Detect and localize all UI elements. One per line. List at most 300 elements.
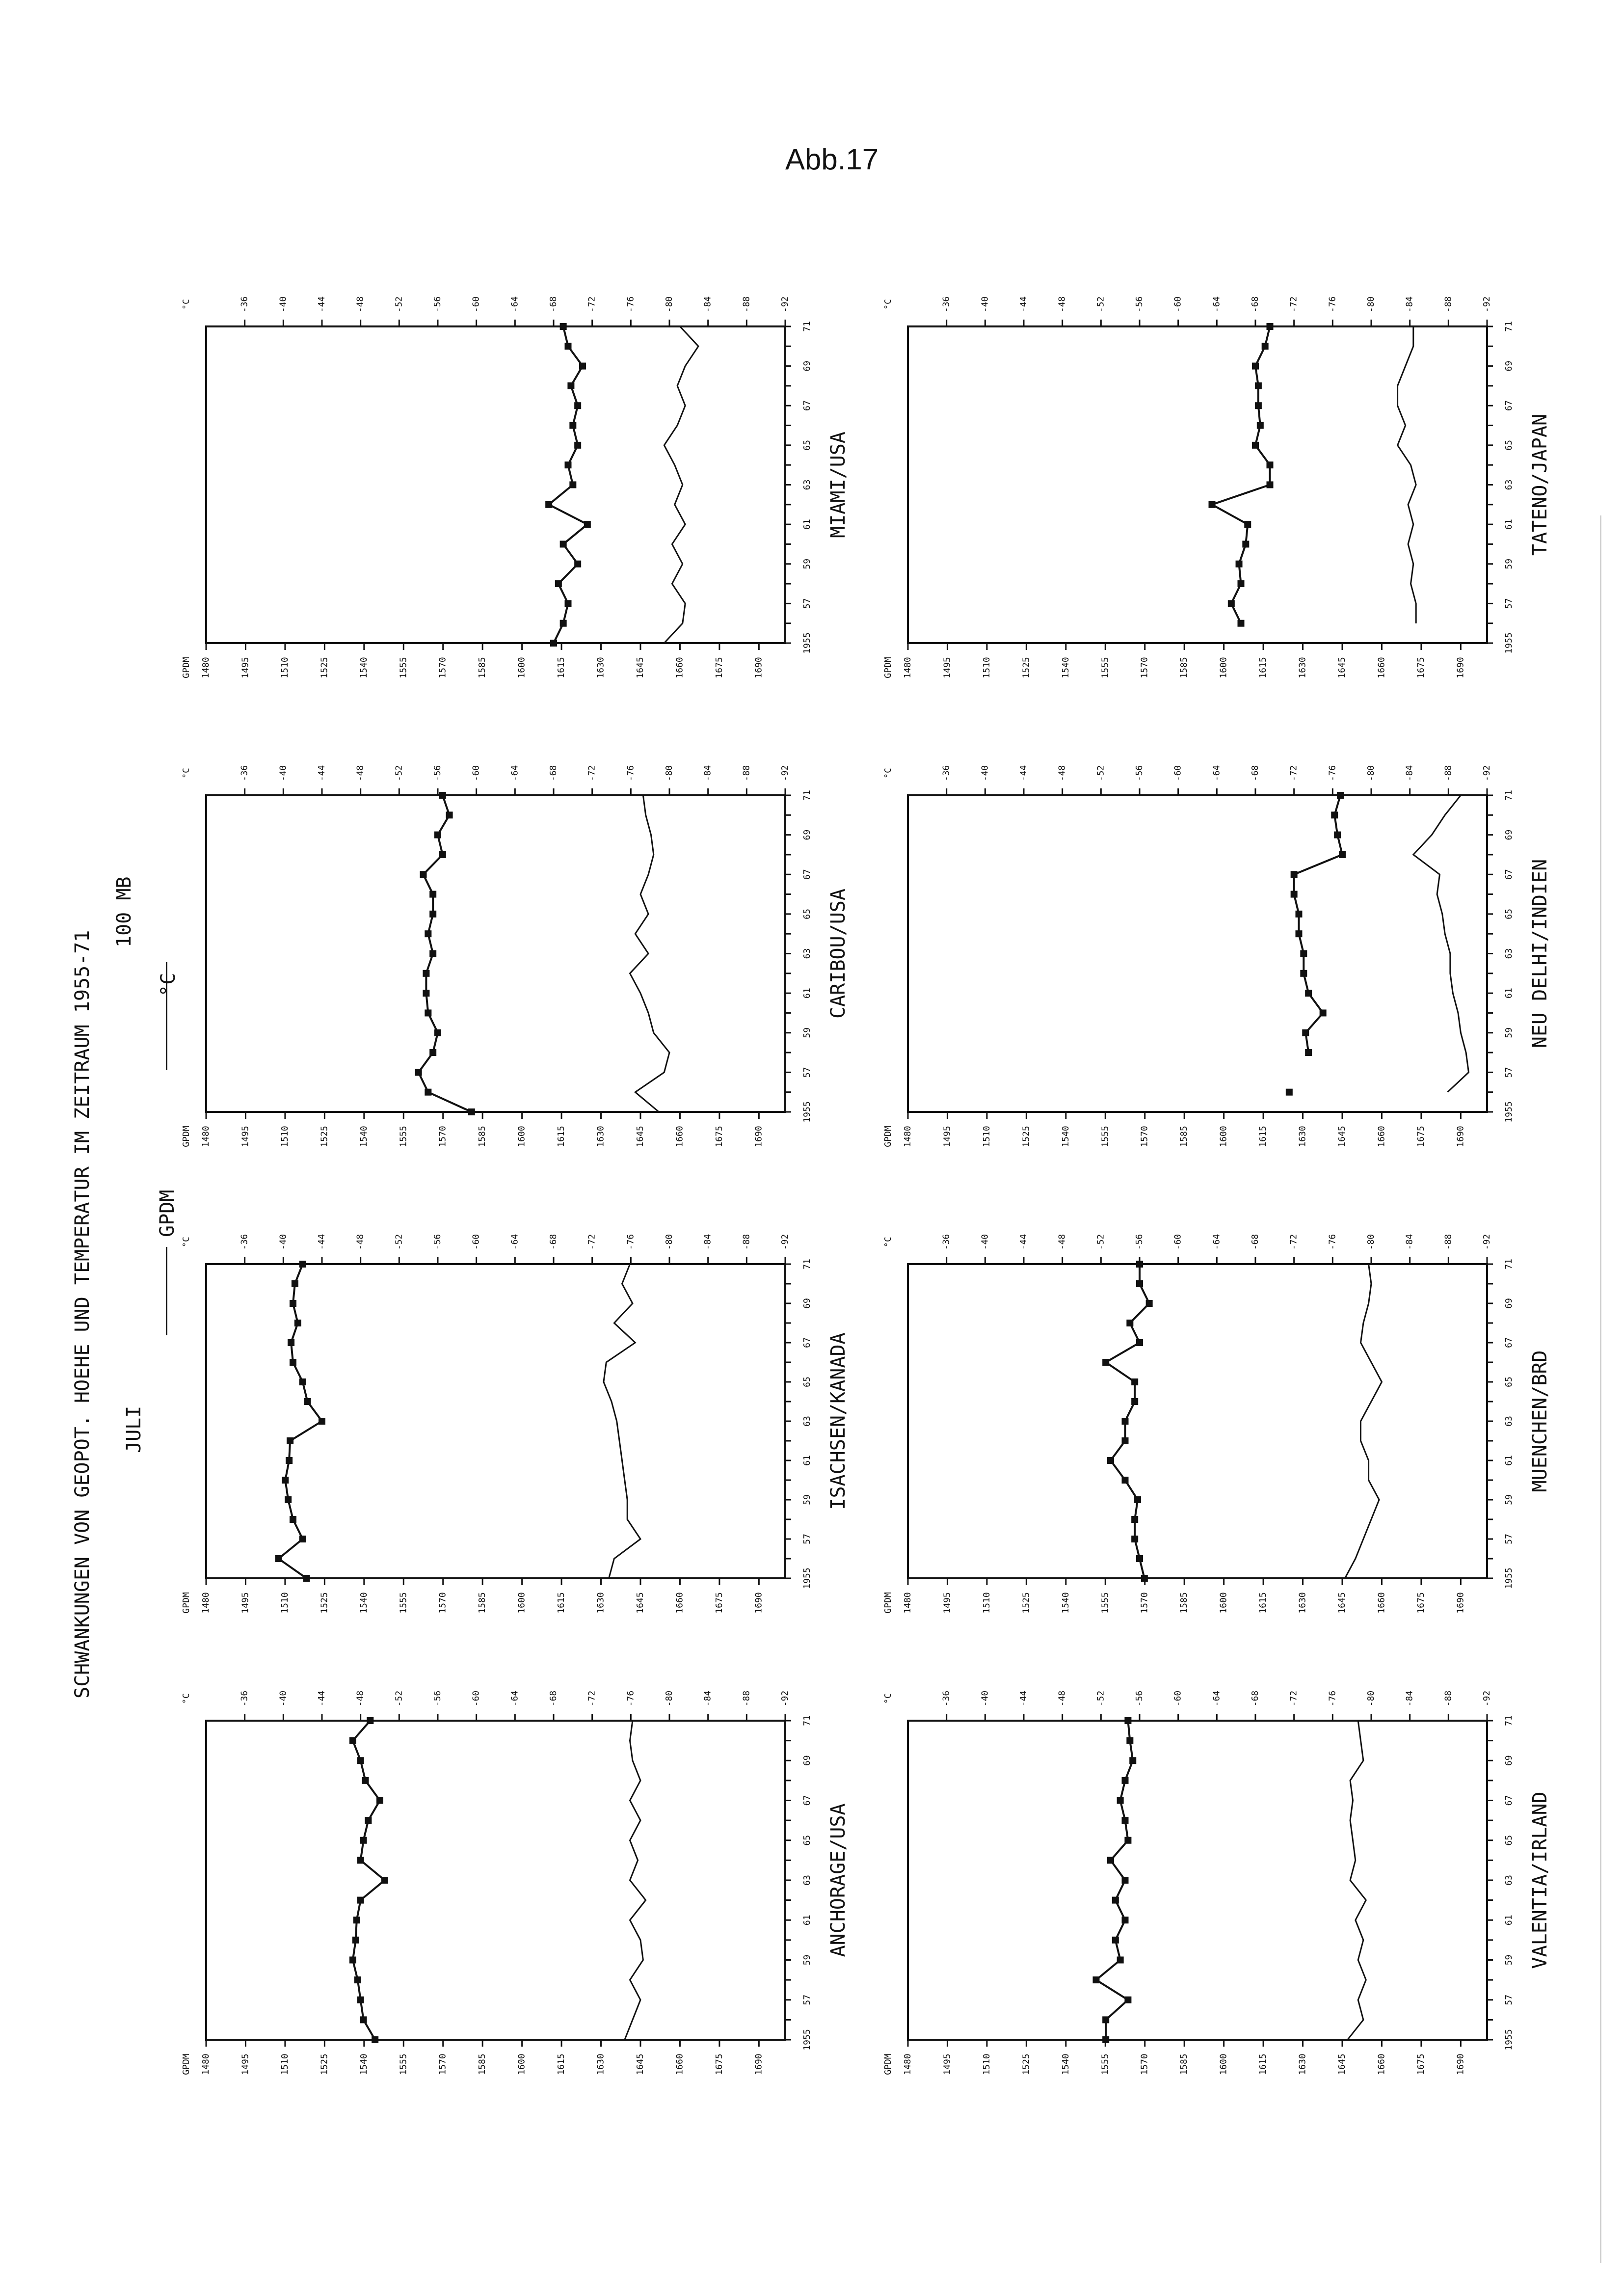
gpdm-tick-label: 1630 [1297, 657, 1308, 678]
temp-axis-label: °C [181, 768, 191, 779]
temperature-point [292, 1280, 298, 1287]
temperature-point [567, 382, 574, 389]
gpdm-axis-label: GPDM [883, 657, 893, 678]
gpdm-tick-label: 1615 [556, 1592, 567, 1614]
year-tick-label: 57 [802, 598, 812, 609]
gpdm-tick-label: 1495 [240, 1126, 251, 1147]
year-tick-label: 57 [802, 1994, 812, 2005]
temp-tick-label: -80 [1366, 765, 1376, 782]
temperature-point [275, 1555, 282, 1562]
gpdm-tick-label: 1660 [674, 657, 685, 678]
temp-axis-label: °C [883, 768, 893, 779]
temperature-point [1334, 832, 1341, 838]
year-tick-label: 67 [802, 869, 812, 880]
temperature-point [1107, 1457, 1114, 1464]
station-label: ANCHORAGE/USA [827, 1803, 850, 1957]
year-tick-label: 63 [1504, 1416, 1514, 1427]
gpdm-tick-label: 1690 [753, 1126, 764, 1147]
temperature-point [574, 561, 581, 567]
gpdm-tick-label: 1570 [437, 657, 448, 678]
year-tick-label: 59 [1504, 1027, 1514, 1038]
temperature-point [425, 1009, 431, 1016]
gpdm-tick-label: 1615 [1258, 657, 1269, 678]
gpdm-tick-label: 1675 [1415, 657, 1426, 678]
temperature-point [569, 422, 576, 429]
year-tick-label: 69 [1504, 829, 1514, 840]
temperature-point [1117, 1957, 1124, 1964]
year-tick-label: 65 [1504, 1377, 1514, 1387]
year-tick-label: 71 [1504, 1259, 1514, 1270]
temp-tick-label: -72 [1288, 1690, 1299, 1707]
station-label: NEU DELHI/INDIEN [1529, 859, 1551, 1049]
year-tick-label: 61 [1504, 1455, 1514, 1466]
year-tick-label: 59 [802, 1954, 812, 1966]
temperature-point [1305, 990, 1312, 997]
gpdm-tick-label: 1630 [595, 1592, 606, 1614]
temp-tick-label: -64 [509, 1690, 520, 1707]
temperature-point [555, 580, 562, 587]
gpdm-tick-label: 1585 [477, 2053, 488, 2075]
gpdm-tick-label: 1675 [714, 2053, 724, 2075]
temp-tick-label: -52 [1095, 296, 1106, 313]
temperature-point [1131, 1516, 1138, 1523]
temp-tick-label: -64 [509, 1234, 520, 1250]
gpdm-tick-label: 1600 [516, 2053, 527, 2075]
gpdm-tick-label: 1690 [1455, 1126, 1466, 1147]
gpdm-tick-label: 1555 [398, 2053, 409, 2075]
temp-tick-label: -84 [702, 1690, 713, 1707]
temperature-point [1291, 871, 1298, 878]
temp-tick-label: -80 [664, 1690, 674, 1707]
chart-panel-anchorage-usa [206, 1714, 791, 2047]
temp-tick-label: -56 [432, 765, 443, 782]
temp-tick-label: -84 [1404, 296, 1415, 313]
temp-tick-label: -48 [1057, 296, 1067, 313]
temperature-point [560, 323, 567, 330]
temperature-point [304, 1398, 311, 1405]
temperature-point [1129, 1757, 1136, 1764]
temp-tick-label: -44 [317, 1690, 327, 1707]
temperature-point [1112, 1897, 1119, 1904]
temperature-series-line [419, 795, 472, 1112]
temp-tick-label: -68 [1250, 765, 1260, 782]
gpdm-tick-label: 1675 [714, 1126, 724, 1147]
gpdm-tick-label: 1570 [1139, 657, 1150, 678]
chart-frame [908, 326, 1487, 643]
temp-tick-label: -76 [625, 1690, 636, 1707]
year-tick-label: 71 [802, 1715, 812, 1726]
temp-tick-label: -40 [980, 1690, 990, 1707]
temp-tick-label: -56 [1134, 765, 1144, 782]
temp-tick-label: -64 [1211, 765, 1222, 782]
gpdm-tick-label: 1660 [1376, 657, 1387, 678]
temp-tick-label: -60 [471, 1234, 481, 1250]
chart-panel-valentia-irland [908, 1714, 1493, 2047]
temp-tick-label: -92 [1482, 1234, 1492, 1250]
temperature-point [574, 402, 581, 409]
gpdm-series-line [1413, 795, 1469, 1092]
year-tick-label: 71 [802, 321, 812, 332]
temperature-point [362, 1777, 369, 1784]
temp-tick-label: -44 [1018, 296, 1029, 313]
temperature-point [468, 1108, 475, 1115]
figure-title: Abb.17 [785, 143, 879, 176]
year-tick-label: 69 [1504, 1298, 1514, 1309]
temp-tick-label: -56 [432, 296, 443, 313]
temp-tick-label: -68 [1250, 1234, 1260, 1250]
temperature-point [1236, 561, 1243, 567]
temp-tick-label: -80 [664, 296, 674, 313]
temperature-point [357, 1757, 364, 1764]
gpdm-tick-label: 1555 [1100, 657, 1111, 678]
temperature-point [1122, 1877, 1129, 1884]
year-tick-label: 69 [1504, 360, 1514, 372]
temperature-point [1093, 1976, 1100, 1983]
temp-tick-label: -48 [1057, 1690, 1067, 1707]
temp-tick-label: -36 [941, 296, 952, 313]
gpdm-tick-label: 1690 [753, 657, 764, 678]
temp-tick-label: -56 [432, 1234, 443, 1250]
temperature-point [550, 640, 557, 647]
temperature-point [1300, 970, 1307, 977]
temp-tick-label: -72 [1288, 765, 1299, 782]
chart-frame [206, 1264, 785, 1578]
year-tick-label: 71 [1504, 1715, 1514, 1726]
gpdm-tick-label: 1645 [635, 657, 645, 678]
year-tick-label: 69 [1504, 1755, 1514, 1766]
gpdm-tick-label: 1600 [516, 657, 527, 678]
temperature-point [1252, 363, 1259, 370]
year-tick-label: 67 [1504, 400, 1514, 411]
temp-tick-label: -36 [239, 765, 250, 782]
year-tick-label: 59 [1504, 1954, 1514, 1966]
temperature-point [287, 1437, 293, 1444]
temperature-point [1131, 1536, 1138, 1542]
year-tick-label: 1955 [802, 632, 812, 654]
temperature-point [565, 600, 572, 607]
year-tick-label: 69 [802, 829, 812, 840]
year-tick-label: 63 [1504, 1875, 1514, 1886]
temperature-point [1122, 1477, 1129, 1484]
temperature-point [1124, 1837, 1131, 1844]
temp-tick-label: -64 [1211, 1690, 1222, 1707]
year-tick-label: 61 [1504, 1915, 1514, 1926]
gpdm-tick-label: 1480 [201, 1592, 211, 1614]
header-month: JULI [123, 1405, 145, 1453]
chart-panel-miami-usa [206, 320, 791, 650]
gpdm-tick-label: 1585 [1179, 2053, 1190, 2075]
temperature-point [376, 1797, 383, 1804]
temp-tick-label: -88 [1443, 1234, 1454, 1250]
temp-tick-label: -84 [702, 765, 713, 782]
temp-tick-label: -80 [1366, 1234, 1376, 1250]
year-tick-label: 59 [802, 558, 812, 569]
gpdm-tick-label: 1660 [1376, 1592, 1387, 1614]
year-tick-label: 69 [802, 1298, 812, 1309]
temperature-point [429, 891, 436, 898]
year-tick-label: 1955 [802, 1101, 812, 1123]
temp-axis-label: °C [181, 299, 191, 310]
gpdm-tick-label: 1570 [437, 1592, 448, 1614]
gpdm-tick-label: 1675 [1415, 1126, 1426, 1147]
year-tick-label: 61 [802, 1915, 812, 1926]
gpdm-tick-label: 1630 [1297, 1592, 1308, 1614]
gpdm-tick-label: 1600 [1218, 2053, 1229, 2075]
temperature-point [1242, 540, 1249, 547]
gpdm-tick-label: 1675 [714, 657, 724, 678]
temp-tick-label: -92 [1482, 296, 1492, 313]
temperature-point [299, 1261, 306, 1268]
gpdm-axis-label: GPDM [181, 1592, 191, 1614]
year-tick-label: 63 [802, 1875, 812, 1886]
temp-tick-label: -40 [980, 765, 990, 782]
temperature-point [360, 2016, 367, 2023]
gpdm-tick-label: 1615 [556, 657, 567, 678]
temperature-point [290, 1516, 296, 1523]
year-tick-label: 67 [1504, 1795, 1514, 1806]
gpdm-tick-label: 1480 [201, 2053, 211, 2075]
temp-tick-label: -48 [355, 765, 366, 782]
temp-tick-label: -92 [780, 296, 790, 313]
year-tick-label: 61 [1504, 988, 1514, 999]
gpdm-tick-label: 1690 [1455, 657, 1466, 678]
gpdm-tick-label: 1555 [398, 657, 409, 678]
temperature-point [1252, 442, 1259, 449]
gpdm-tick-label: 1480 [201, 1126, 211, 1147]
temp-tick-label: -60 [471, 765, 481, 782]
temperature-point [1126, 1320, 1133, 1326]
gpdm-tick-label: 1495 [942, 657, 953, 678]
temperature-point [1296, 911, 1303, 918]
gpdm-tick-label: 1495 [240, 657, 251, 678]
temp-tick-label: -88 [741, 296, 752, 313]
gpdm-tick-label: 1525 [319, 2053, 330, 2075]
gpdm-series-line [604, 1264, 640, 1578]
temp-tick-label: -88 [741, 1690, 752, 1707]
gpdm-tick-label: 1660 [674, 1592, 685, 1614]
temperature-point [434, 832, 441, 838]
gpdm-tick-label: 1555 [1100, 1592, 1111, 1614]
temp-axis-label: °C [883, 1693, 893, 1704]
temp-tick-label: -44 [317, 296, 327, 313]
gpdm-tick-label: 1480 [903, 2053, 913, 2075]
gpdm-tick-label: 1645 [1337, 1126, 1347, 1147]
temp-tick-label: -60 [1172, 1690, 1183, 1707]
temperature-point [1320, 1009, 1327, 1016]
year-tick-label: 1955 [802, 2029, 812, 2051]
gpdm-tick-label: 1675 [1415, 2053, 1426, 2075]
gpdm-tick-label: 1540 [1060, 1592, 1071, 1614]
gpdm-tick-label: 1555 [1100, 2053, 1111, 2075]
temp-tick-label: -72 [1288, 296, 1299, 313]
year-tick-label: 65 [1504, 440, 1514, 451]
temperature-point [1126, 1737, 1133, 1744]
temperature-point [439, 851, 446, 858]
gpdm-tick-label: 1690 [753, 2053, 764, 2075]
temp-tick-label: -44 [1018, 1234, 1029, 1250]
gpdm-tick-label: 1525 [1021, 2053, 1032, 2075]
temperature-point [1102, 2016, 1109, 2023]
temp-tick-label: -52 [1095, 1234, 1106, 1250]
temp-tick-label: -36 [941, 765, 952, 782]
gpdm-tick-label: 1645 [1337, 2053, 1347, 2075]
year-tick-label: 65 [802, 440, 812, 451]
temperature-point [282, 1477, 289, 1484]
temperature-point [1102, 2036, 1109, 2043]
station-label: VALENTIA/IRLAND [1529, 1791, 1551, 1969]
temp-tick-label: -92 [1482, 765, 1492, 782]
gpdm-tick-label: 1570 [1139, 2053, 1150, 2075]
temperature-point [1136, 1280, 1143, 1287]
temp-tick-label: -92 [780, 1690, 790, 1707]
temp-axis-label: °C [883, 299, 893, 310]
temp-tick-label: -44 [317, 1234, 327, 1250]
temp-tick-label: -52 [1095, 1690, 1106, 1707]
temp-tick-label: -72 [586, 1234, 597, 1250]
temperature-point [299, 1378, 306, 1385]
gpdm-tick-label: 1555 [1100, 1126, 1111, 1147]
temp-tick-label: -76 [1327, 296, 1338, 313]
temperature-point [1102, 1359, 1109, 1366]
temp-tick-label: -40 [980, 1234, 990, 1250]
temp-tick-label: -48 [355, 296, 366, 313]
gpdm-tick-label: 1510 [981, 1126, 992, 1147]
gpdm-axis-label: GPDM [883, 1592, 893, 1614]
gpdm-series-line [630, 795, 670, 1112]
chart-panel-neu-delhi-indien [908, 788, 1493, 1119]
temperature-point [1122, 1777, 1129, 1784]
temperature-series-line [549, 326, 587, 643]
gpdm-tick-label: 1585 [477, 657, 488, 678]
gpdm-tick-label: 1525 [1021, 1592, 1032, 1614]
temperature-point [1305, 1049, 1312, 1056]
temperature-point [285, 1496, 292, 1503]
gpdm-axis-label: GPDM [883, 1126, 893, 1147]
temp-tick-label: -56 [432, 1690, 443, 1707]
year-tick-label: 57 [802, 1067, 812, 1078]
chart-panel-muenchen-brd [908, 1257, 1493, 1585]
gpdm-tick-label: 1510 [981, 2053, 992, 2075]
temperature-point [288, 1339, 294, 1346]
temperature-point [1331, 811, 1338, 818]
gpdm-tick-label: 1615 [556, 1126, 567, 1147]
temperature-point [365, 1817, 372, 1824]
year-tick-label: 63 [802, 948, 812, 959]
temperature-point [420, 871, 427, 878]
gpdm-tick-label: 1630 [595, 2053, 606, 2075]
gpdm-tick-label: 1645 [635, 2053, 645, 2075]
gpdm-series-line [664, 326, 698, 643]
temperature-point [1339, 851, 1346, 858]
temperature-point [439, 792, 446, 799]
year-tick-label: 63 [1504, 948, 1514, 959]
temperature-point [1141, 1575, 1148, 1582]
year-tick-label: 1955 [1504, 1101, 1514, 1123]
gpdm-tick-label: 1495 [240, 1592, 251, 1614]
temperature-series-line [353, 1721, 385, 2040]
temp-tick-label: -76 [1327, 1234, 1338, 1250]
gpdm-tick-label: 1630 [595, 1126, 606, 1147]
temperature-point [1267, 482, 1274, 488]
gpdm-axis-label: GPDM [181, 657, 191, 678]
gpdm-tick-label: 1675 [1415, 1592, 1426, 1614]
chart-frame [206, 1721, 785, 2040]
year-tick-label: 1955 [802, 1567, 812, 1589]
temperature-point [1136, 1555, 1143, 1562]
temp-tick-label: -36 [239, 296, 250, 313]
temperature-point [352, 1937, 359, 1944]
temp-tick-label: -44 [1018, 765, 1029, 782]
temp-tick-label: -76 [625, 296, 636, 313]
gpdm-tick-label: 1525 [319, 657, 330, 678]
temperature-point [579, 363, 586, 370]
temperature-point [1146, 1300, 1153, 1307]
temperature-series-line [1212, 326, 1270, 623]
temp-tick-label: -88 [1443, 1690, 1454, 1707]
gpdm-tick-label: 1585 [477, 1592, 488, 1614]
temperature-point [415, 1069, 422, 1076]
temp-tick-label: -60 [1172, 1234, 1183, 1250]
temp-tick-label: -60 [471, 296, 481, 313]
temperature-point [1124, 1997, 1131, 2003]
year-tick-label: 67 [802, 1337, 812, 1348]
gpdm-axis-label: GPDM [883, 2053, 893, 2075]
gpdm-tick-label: 1510 [279, 2053, 290, 2075]
gpdm-tick-label: 1645 [1337, 657, 1347, 678]
temperature-point [429, 1049, 436, 1056]
temp-tick-label: -92 [780, 765, 790, 782]
temperature-point [1286, 1089, 1293, 1096]
temperature-point [354, 1976, 361, 1983]
temperature-point [1131, 1378, 1138, 1385]
year-tick-label: 67 [1504, 1337, 1514, 1348]
year-tick-label: 57 [1504, 1534, 1514, 1544]
year-tick-label: 69 [802, 1755, 812, 1766]
temperature-point [1267, 461, 1274, 468]
temp-tick-label: -40 [278, 1690, 289, 1707]
gpdm-tick-label: 1510 [279, 657, 290, 678]
temp-tick-label: -40 [278, 765, 289, 782]
gpdm-series-line [1345, 1264, 1382, 1578]
temperature-point [1337, 792, 1344, 799]
gpdm-tick-label: 1585 [1179, 657, 1190, 678]
chart-frame [908, 795, 1487, 1112]
gpdm-tick-label: 1510 [981, 1592, 992, 1614]
gpdm-tick-label: 1600 [1218, 1126, 1229, 1147]
gpdm-tick-label: 1645 [635, 1592, 645, 1614]
temp-tick-label: -60 [1172, 296, 1183, 313]
gpdm-tick-label: 1525 [1021, 657, 1032, 678]
temperature-point [286, 1457, 293, 1464]
header-main: SCHWANKUNGEN VON GEOPOT. HOEHE UND TEMPERATUR IM ZEITRAUM 1955-71 [71, 930, 94, 1699]
temp-tick-label: -64 [1211, 296, 1222, 313]
gpdm-tick-label: 1540 [358, 1592, 369, 1614]
gpdm-tick-label: 1630 [1297, 2053, 1308, 2075]
temp-tick-label: -68 [548, 1234, 559, 1250]
temp-tick-label: -80 [1366, 296, 1376, 313]
temperature-point [357, 1857, 364, 1864]
gpdm-tick-label: 1495 [942, 2053, 953, 2075]
temp-tick-label: -36 [941, 1234, 952, 1250]
temperature-point [1255, 402, 1262, 409]
temp-tick-label: -76 [1327, 1690, 1338, 1707]
temp-tick-label: -56 [1134, 1690, 1144, 1707]
temp-tick-label: -48 [1057, 765, 1067, 782]
temperature-point [353, 1917, 360, 1923]
gpdm-tick-label: 1690 [1455, 2053, 1466, 2075]
temperature-point [357, 1997, 364, 2003]
year-tick-label: 65 [802, 909, 812, 919]
